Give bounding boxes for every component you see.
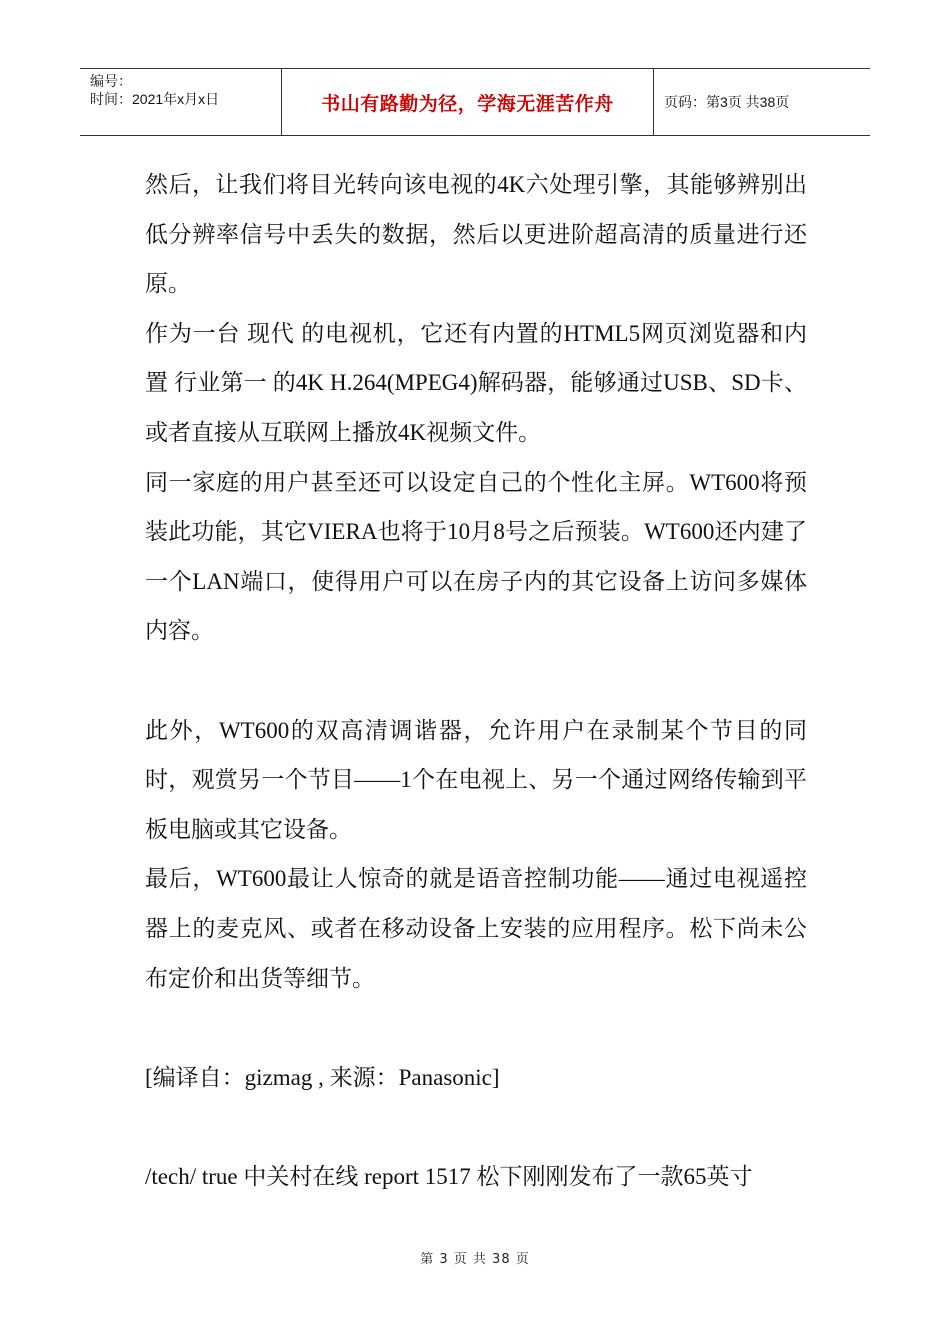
- page-footer: 第 3 页 共 38 页: [420, 1252, 530, 1267]
- article-body: [145, 160, 807, 1201]
- paragraph: 最后，WT600最让人惊奇的就是语音控制功能——通过电视遥控器上的麦克风、或者在移动设备上安装的应用程序。松下尚未公布定价和出货等细节。: [145, 866, 807, 991]
- paragraph: 此外，WT600的双高清调谐器，允许用户在录制某个节目的同时，观赏另一个节目——1个在电视上、另一个通过网络传输到平板电脑或其它设备。: [145, 717, 807, 842]
- blank-line: [145, 656, 807, 706]
- paragraph: 然后，让我们将目光转向该电视的4K六处理引擎，其能够辨别出低分辨率信号中丢失的数据，然后以更进阶超高清的质量进行还原。: [145, 172, 807, 297]
- page-header: [80, 68, 870, 136]
- blank-line: [145, 1003, 807, 1053]
- source-citation: [编译自：gizmag , 来源：Panasonic]: [145, 1064, 500, 1090]
- blank-line: [145, 1102, 807, 1152]
- paragraph: /tech/ true 中关村在线 report 1517 松下刚刚发布了一款65英寸: [145, 1163, 753, 1189]
- paragraph: 同一家庭的用户甚至还可以设定自己的个性化主屏。WT600将预装此功能，其它VIERA也将于10月8号之后预装。WT600还内建了一个LAN端口，使得用户可以在房子内的其它设备上访问多媒体内容。: [145, 469, 807, 644]
- header-page-info: 页码：第3页 共38页: [664, 94, 790, 110]
- document-number-label: 编号：: [90, 73, 132, 89]
- document-date: 时间：2021年x月x日: [90, 91, 220, 107]
- header-meta: [80, 69, 282, 135]
- paragraph: 作为一台 现代 的电视机，它还有内置的HTML5网页浏览器和内置 行业第一 的4K H.264(MPEG4)解码器，能够通过USB、SD卡、或者直接从互联网上播放4K视频文件。: [145, 320, 807, 445]
- header-motto: 书山有路勤为径，学海无涯苦作舟: [282, 69, 654, 135]
